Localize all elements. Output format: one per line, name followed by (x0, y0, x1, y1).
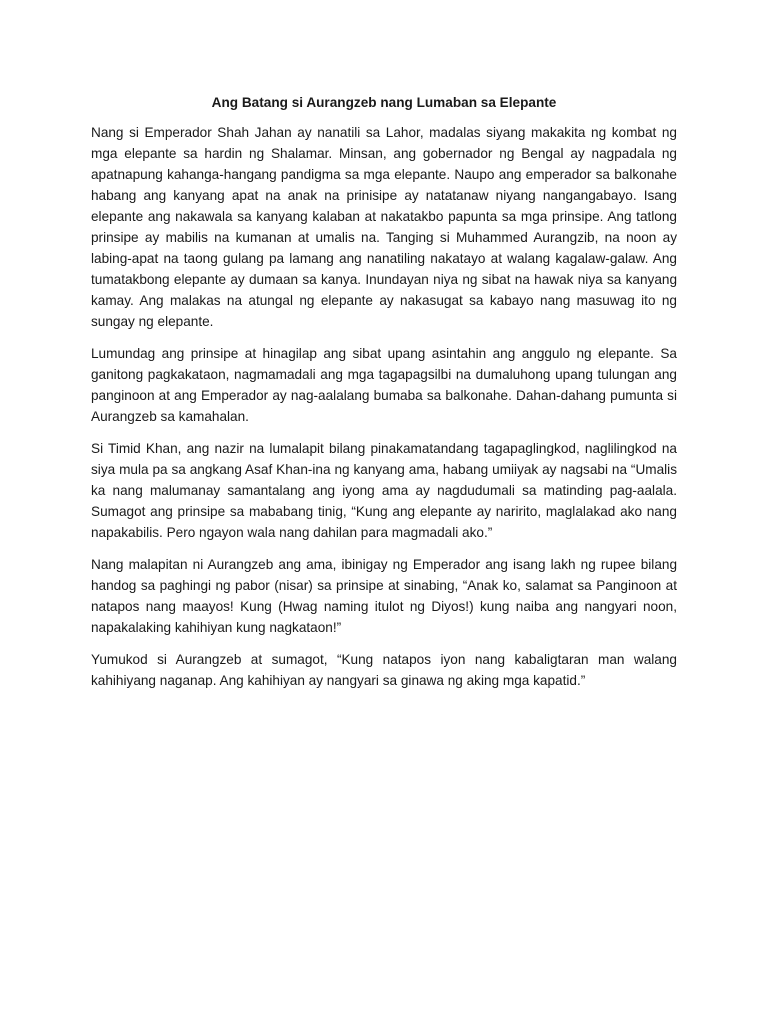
document-body (91, 92, 677, 702)
paragraph-1: Nang si Emperador Shah Jahan ay nanatili sa Lahor, madalas siyang makakita ng kombat ng mga elepante sa hardin ng Shalamar. Minsan, ang gobernador ng Bengal ay nagpadala ng apatnapung kahanga-hangang pandigma sa mga elepante. Naupo ang emperador sa balkonahe habang ang kanyang apat na anak na prinisipe ay natatanaw niyang nangangabayo. Isang elepante ang nakawala sa kanyang kalaban at nakatakbo papunta sa mga prinsipe. Ang tatlong prinsipe ay mabilis na kumanan at umalis na. Tanging si Muhammed Aurangzib, na noon ay labing-apat na taong gulang pa lamang ang nanatiling nakatayo at walang kagalaw-galaw. Ang tumatakbong elepante ay dumaan sa kanya. Inundayan niya ng sibat na hawak niya sa kanyang kamay. Ang malakas na atungal ng elepante ay nakasugat sa kabayo nang masuwag ito ng sungay ng elepante. (91, 125, 677, 329)
paragraph-2: Lumundag ang prinsipe at hinagilap ang sibat upang asintahin ang anggulo ng elepante. Sa ganitong pagkakataon, nagmamadali ang mga tagapagsilbi na dumaluhong upang tulungan ang panginoon at ang Emperador ay nag-aalalang bumaba sa balkonahe. Dahan-dahang pumunta si Aurangzeb sa kamahalan. (91, 346, 677, 424)
paragraph-3: Si Timid Khan, ang nazir na lumalapit bilang pinakamatandang tagapaglingkod, naglilingkod na siya mula pa sa angkang Asaf Khan-ina ng kanyang ama, habang umiiyak ay nagsabi na “Umalis ka nang malumanay samantalang ang iyong ama ay nagdudumali sa matinding pag-aalala. Sumagot ang prinsipe sa mababang tinig, “Kung ang elepante ay naririto, maglalakad ako nang napakabilis. Pero ngayon wala nang dahilan para magmadali ako.” (91, 441, 677, 540)
paragraph-5: Yumukod si Aurangzeb at sumagot, “Kung natapos iyon nang kabaligtaran man walang kahihiyang naganap. Ang kahihiyan ay nangyari sa ginawa ng aking mga kapatid.” (91, 652, 677, 688)
document-title: Ang Batang si Aurangzeb nang Lumaban sa Elepante (211, 95, 557, 110)
paragraph-4: Nang malapitan ni Aurangzeb ang ama, ibinigay ng Emperador ang isang lakh ng rupee bilang handog sa paghingi ng pabor (nisar) sa prinsipe at sinabing, “Anak ko, salamat sa Panginoon at natapos nang maayos! Kung (Hwag naming itulot ng Diyos!) kung naiba ang nangyari noon, napakalaking kahihiyan kung nagkataon!” (91, 557, 677, 635)
